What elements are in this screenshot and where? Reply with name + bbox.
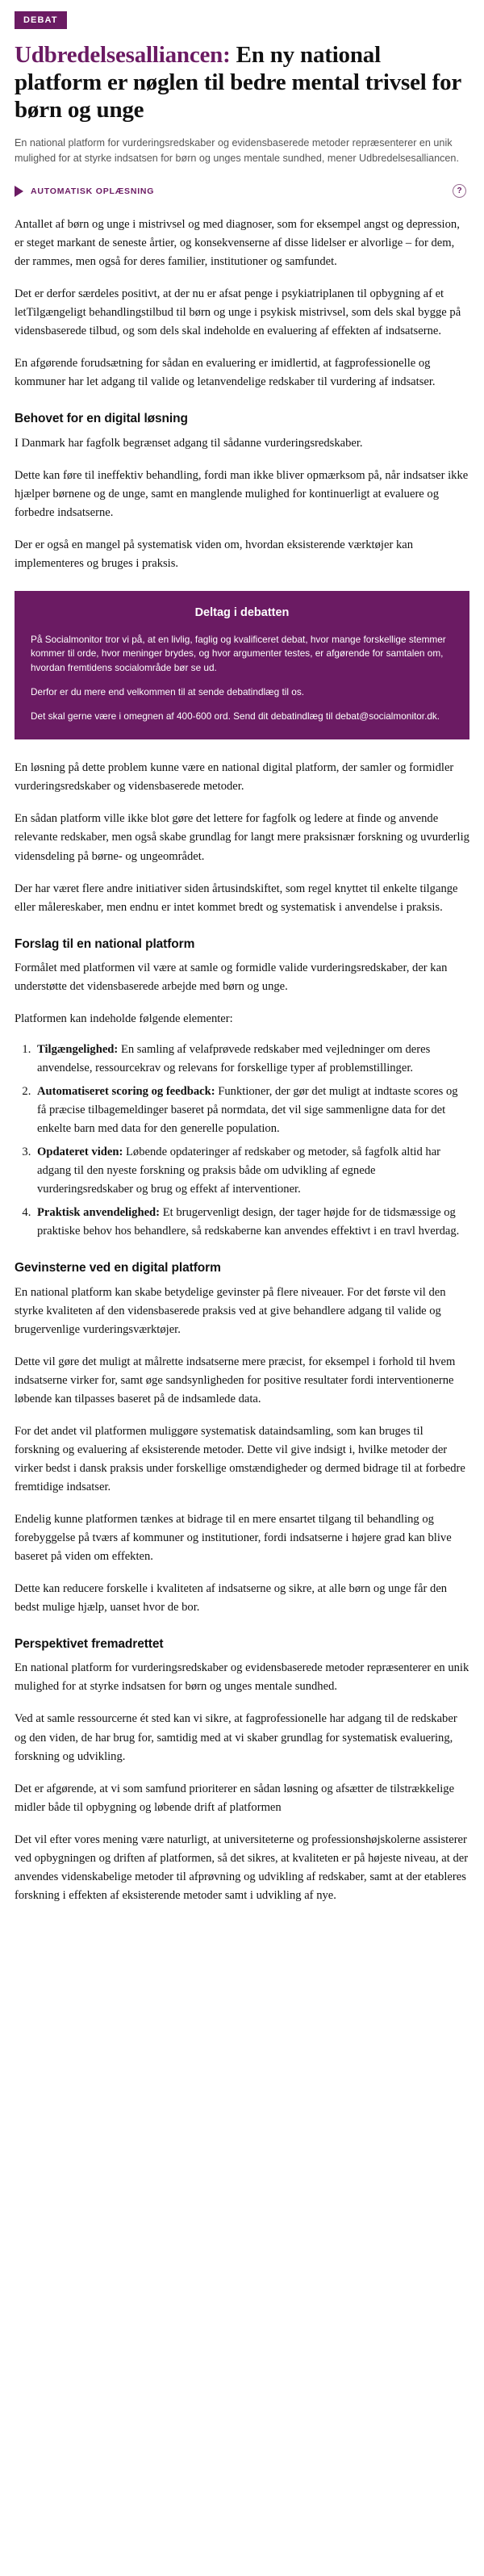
paragraph-perspektiv-1: En national platform for vurderingsredskaber og evidensbaserede metoder repræsenterer en unik mulighed for at styrke indsatsen for børn og unges mentale sundhed. bbox=[15, 1661, 469, 1694]
promo-paragraph-3: Det skal gerne være i omegnen af 400-600 ord. Send dit debatindlæg til debat@socialmonitor.dk. bbox=[31, 710, 440, 723]
paragraph-intro-2: Det er derfor særdeles positivt, at der nu er afsat penge i psykiatriplanen til opbygning af et letTilgængeligt behandlingstilbud til børn og unge i psykisk mistrivsel, som dels skal bygge på vidensbaserede tilbud, og som dels skal indeholde en evaluering af effekten af indsatserne. bbox=[15, 287, 461, 338]
paragraph-perspektiv-4: Det vil efter vores mening være naturligt, at universiteterne og professionshøjskolerne assisterer ved opbygningen og driften af platformen, så det sikres, at kvaliteten er på højeste niveau, at der anvendes videnskabelige metoder til afprøvning og udvikling af redskaber, samt at der etableres forskning i effekten af eksisterende metoder samt i udvikling af nye. bbox=[15, 1833, 469, 1902]
audio-playback-bar bbox=[15, 184, 469, 198]
headline-rest: En ny national platform er nøglen til bedre mental trivsel for børn og unge bbox=[15, 42, 461, 123]
list-item-text: Funktioner, der gør det muligt at indtaste scores og få præcise tilbagemeldinger baseret på normdata, det vil sige sammenligne data for det enkelte barn med data for den generelle population. bbox=[37, 1085, 458, 1136]
list-item-term: Automatiseret scoring og feedback: bbox=[37, 1085, 215, 1099]
promo-paragraph-1: På Socialmonitor tror vi på, at en livlig, faglig og kvalificeret debat, hvor mange forskellige stemmer kommer til orde, hvor meninger brydes, og hvor argumenter testes, er afgørende for samtalen om, hvordan fremtidens socialområde bør se ud. bbox=[31, 634, 446, 673]
section-heading-forslag: Forslag til en national platform bbox=[15, 936, 195, 951]
list-item-term: Tilgængelighed: bbox=[37, 1042, 119, 1056]
paragraph-gevinster-3: For det andet vil platformen muliggøre systematisk dataindsamling, som kan bruges til forskning og evaluering af eksisterende metoder. Dette vil give indsigt i, hvilke metoder der virker bedst i dansk praksis under forskellige omstændigheder og dermed bidrage til at forbedre fremtidige indsatser. bbox=[15, 1424, 465, 1493]
list-item-text: Løbende opdateringer af redskaber og metoder, så fagfolk altid har adgang til den nyeste forskning og praksis både om udvikling af egnede vurderingsredskaber og brug og effekt af interventioner. bbox=[37, 1146, 441, 1196]
list-item bbox=[34, 1041, 469, 1078]
promo-paragraph-2: Derfor er du mere end velkommen til at sende debatindlæg til os. bbox=[31, 685, 305, 697]
section-heading-behov: Behovet for en digital løsning bbox=[15, 412, 188, 426]
paragraph-solution-2: En sådan platform ville ikke blot gøre det lettere for fagfolk og ledere at finde og anvende relevante redskaber, men også skabe grundlag for langt mere praksisnær forskning og uvurderlig vidensdeling på børne- og ungeområdet. bbox=[15, 812, 469, 863]
promo-title: Deltag i debatten bbox=[194, 605, 290, 619]
paragraph-solution-1: En løsning på dette problem kunne være en national digital platform, der samler og formidler vurderingsredskaber og vidensbaserede metoder. bbox=[15, 761, 454, 794]
list-item bbox=[34, 1083, 469, 1138]
paragraph-solution-3: Der har været flere andre initiativer siden årtusindskiftet, som regel knyttet til enkelte tilgange eller målereskaber, men endnu er intet kommet bredt og systematisk i anvendelse i praksis. bbox=[15, 882, 458, 914]
paragraph-gevinster-4: Endelig kunne platformen tænkes at bidrage til en mere ensartet tilgang til behandling og forebyggelse på tværs af kommuner og institutioner, fordi indsatserne i højere grad kan blive baseret på viden om effekten. bbox=[15, 1513, 452, 1564]
page-title bbox=[15, 42, 469, 124]
list-item bbox=[34, 1143, 469, 1199]
paragraph-behov-1: I Danmark har fagfolk begrænset adgang til sådanne vurderingsredskaber. bbox=[15, 436, 363, 450]
play-audio-button[interactable] bbox=[15, 186, 154, 197]
platform-elements-list bbox=[15, 1041, 469, 1241]
list-item bbox=[34, 1204, 469, 1241]
paragraph-gevinster-1: En national platform kan skabe betydelige gevinster på flere niveauer. For det første vil den styrke kvaliteten af den vidensbaserede praksis ved at give behandlere adgang til valide og brugervenlige vurderingsværktøjer. bbox=[15, 1285, 446, 1336]
paragraph-perspektiv-2: Ved at samle ressourcerne ét sted kan vi sikre, at fagprofessionelle har adgang til de redskaber og den viden, de har brug for, samtidig med at vi skaber grundlag for systematisk evaluering, forskning og udvikling. bbox=[15, 1712, 457, 1763]
section-heading-perspektiv: Perspektivet fremadrettet bbox=[15, 1637, 164, 1652]
paragraph-perspektiv-3: Det er afgørende, at vi som samfund prioriterer en sådan løsning og afsætter de tilstrækkelige midler både til opbygning og løbende drift af platformen bbox=[15, 1782, 455, 1814]
debate-promo-box bbox=[15, 591, 469, 739]
list-item-text: En samling af velafprøvede redskaber med vejledninger om deres anvendelse, ressourcekrav og relevans for forskellige typer af problemstillinger. bbox=[37, 1042, 431, 1074]
list-item-term: Opdateret viden: bbox=[37, 1146, 123, 1159]
section-heading-gevinster: Gevinsterne ved en digital platform bbox=[15, 1261, 221, 1275]
paragraph-behov-2: Dette kan føre til ineffektiv behandling, fordi man ikke bliver opmærksom på, når indsatser ikke hjælper børnene og de unge, samt en manglende mulighed for kontinuerligt at evaluere og forbedre indsatserne. bbox=[15, 468, 469, 519]
category-badge[interactable]: DEBAT bbox=[15, 11, 67, 29]
paragraph-forslag-2: Platformen kan indeholde følgende elementer: bbox=[15, 1012, 233, 1025]
paragraph-forslag-1: Formålet med platformen vil være at samle og formidle valide vurderingsredskaber, der kan understøtte det vidensbaserede arbejde med børn og unge. bbox=[15, 961, 448, 993]
paragraph-intro-1: Antallet af børn og unge i mistrivsel og med diagnoser, som for eksempel angst og depression, er steget markant de seneste årtier, og konsekvenserne af disse lidelser er alvorlige – for dem, der rammes, men også for deres familier, institutioner og samfundet. bbox=[15, 218, 460, 269]
article-deck: En national platform for vurderingsredskaber og evidensbaserede metoder repræsenterer en unik mulighed for at styrke indsatsen for børn og unges mentale sundhed, mener Udbredelsesalliancen. bbox=[15, 136, 459, 164]
play-icon bbox=[15, 186, 23, 197]
headline-accent: Udbredelsesalliancen: bbox=[15, 42, 231, 68]
question-mark-icon[interactable]: ? bbox=[453, 184, 466, 198]
paragraph-behov-3: Der er også en mangel på systematisk viden om, hvordan eksisterende værktøjer kan implementeres og bruges i praksis. bbox=[15, 538, 414, 570]
paragraph-gevinster-2: Dette vil gøre det muligt at målrette indsatserne mere præcist, for eksempel i forhold til hvem indsatserne virker for, samt øge sandsynligheden for positive resultater fordi interventionerne løbende kan tilpasses baseret på de indsamlede data. bbox=[15, 1355, 456, 1405]
list-item-text: Et brugervenligt design, der tager højde for de tidsmæssige og praktiske behov hos behandlere, så redskaberne kan anvendes effektivt i en travl hverdag. bbox=[37, 1206, 460, 1238]
audio-label: AUTOMATISK OPLÆSNING bbox=[31, 186, 155, 196]
paragraph-intro-3: En afgørende forudsætning for sådan en evaluering er imidlertid, at fagprofessionelle og kommuner har let adgang til valide og letanvendelige redskaber til vurdering af indsatser. bbox=[15, 357, 436, 389]
paragraph-gevinster-5: Dette kan reducere forskelle i kvaliteten af indsatserne og sikre, at alle børn og unge får den bedst mulige hjælp, uanset hvor de bor. bbox=[15, 1582, 448, 1615]
list-item-term: Praktisk anvendelighed: bbox=[37, 1206, 161, 1220]
